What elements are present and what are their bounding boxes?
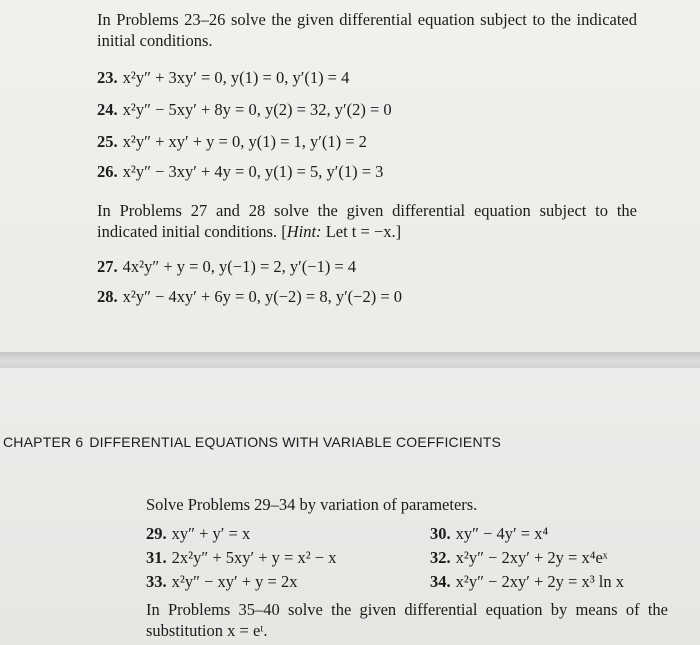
- hint-label: Hint:: [286, 222, 322, 241]
- problem-equation: x²y″ − 2xy′ + 2y = x⁴eˣ: [455, 548, 608, 567]
- problem-equation: 4x²y″ + y = 0, y(−1) = 2, y′(−1) = 4: [122, 257, 357, 276]
- page-separator-band: [0, 352, 700, 368]
- problem-number: 29.: [146, 524, 167, 543]
- problem-30: [430, 524, 548, 544]
- problems-23-26-instructions: In Problems 23–26 solve the given differential equation subject to the indicated initial conditions.: [97, 10, 637, 50]
- problem-number: 27.: [97, 257, 118, 276]
- problem-equation: x²y″ − xy′ + y = 2x: [171, 572, 298, 591]
- problem-equation: x²y″ + 3xy′ = 0, y(1) = 0, y′(1) = 4: [122, 68, 350, 87]
- problem-number: 25.: [97, 132, 118, 151]
- problem-equation: xy″ + y′ = x: [171, 524, 251, 543]
- problems-27-28-instructions: [97, 200, 637, 242]
- problem-34: [430, 572, 624, 592]
- problem-26: [97, 162, 383, 182]
- problem-number: 34.: [430, 572, 451, 591]
- problem-number: 26.: [97, 162, 118, 181]
- problem-number: 32.: [430, 548, 451, 567]
- problem-28: [97, 287, 402, 307]
- problem-32: [430, 548, 608, 568]
- hint-text: Let t = −x.]: [321, 222, 402, 241]
- problem-equation: x²y″ − 5xy′ + 8y = 0, y(2) = 32, y′(2) = 0: [122, 100, 392, 119]
- problem-equation: x²y″ − 2xy′ + 2y = x³ ln x: [455, 572, 625, 591]
- problem-equation: x²y″ − 4xy′ + 6y = 0, y(−2) = 8, y′(−2) = 0: [122, 287, 403, 306]
- problem-29: [146, 524, 250, 544]
- problem-equation: 2x²y″ + 5xy′ + y = x² − x: [171, 548, 337, 567]
- problem-number: 28.: [97, 287, 118, 306]
- problem-27: [97, 257, 356, 277]
- instructions-text: In Problems 27 and 28 solve the given differential equation subject to the indicated initial conditions. [: [97, 201, 637, 241]
- problems-35-40-instructions: In Problems 35–40 solve the given differential equation by means of the substitution x = eᵗ.: [146, 600, 668, 640]
- problem-24: [97, 100, 392, 120]
- problem-23: [97, 68, 349, 88]
- problems-29-34-instructions: Solve Problems 29–34 by variation of parameters.: [146, 495, 478, 514]
- problem-equation: xy″ − 4y′ = x⁴: [455, 524, 549, 543]
- problem-number: 24.: [97, 100, 118, 119]
- problem-number: 33.: [146, 572, 167, 591]
- chapter-title: DIFFERENTIAL EQUATIONS WITH VARIABLE COEFFICIENTS: [89, 434, 502, 450]
- problem-33: [146, 572, 297, 592]
- problem-number: 23.: [97, 68, 118, 87]
- chapter-number: CHAPTER 6: [3, 434, 84, 450]
- problem-number: 31.: [146, 548, 167, 567]
- problem-number: 30.: [430, 524, 451, 543]
- problem-31: [146, 548, 336, 568]
- chapter-header: [3, 434, 501, 450]
- problem-equation: x²y″ − 3xy′ + 4y = 0, y(1) = 5, y′(1) = 3: [122, 162, 384, 181]
- problem-equation: x²y″ + xy′ + y = 0, y(1) = 1, y′(1) = 2: [122, 132, 367, 151]
- problem-25: [97, 132, 367, 152]
